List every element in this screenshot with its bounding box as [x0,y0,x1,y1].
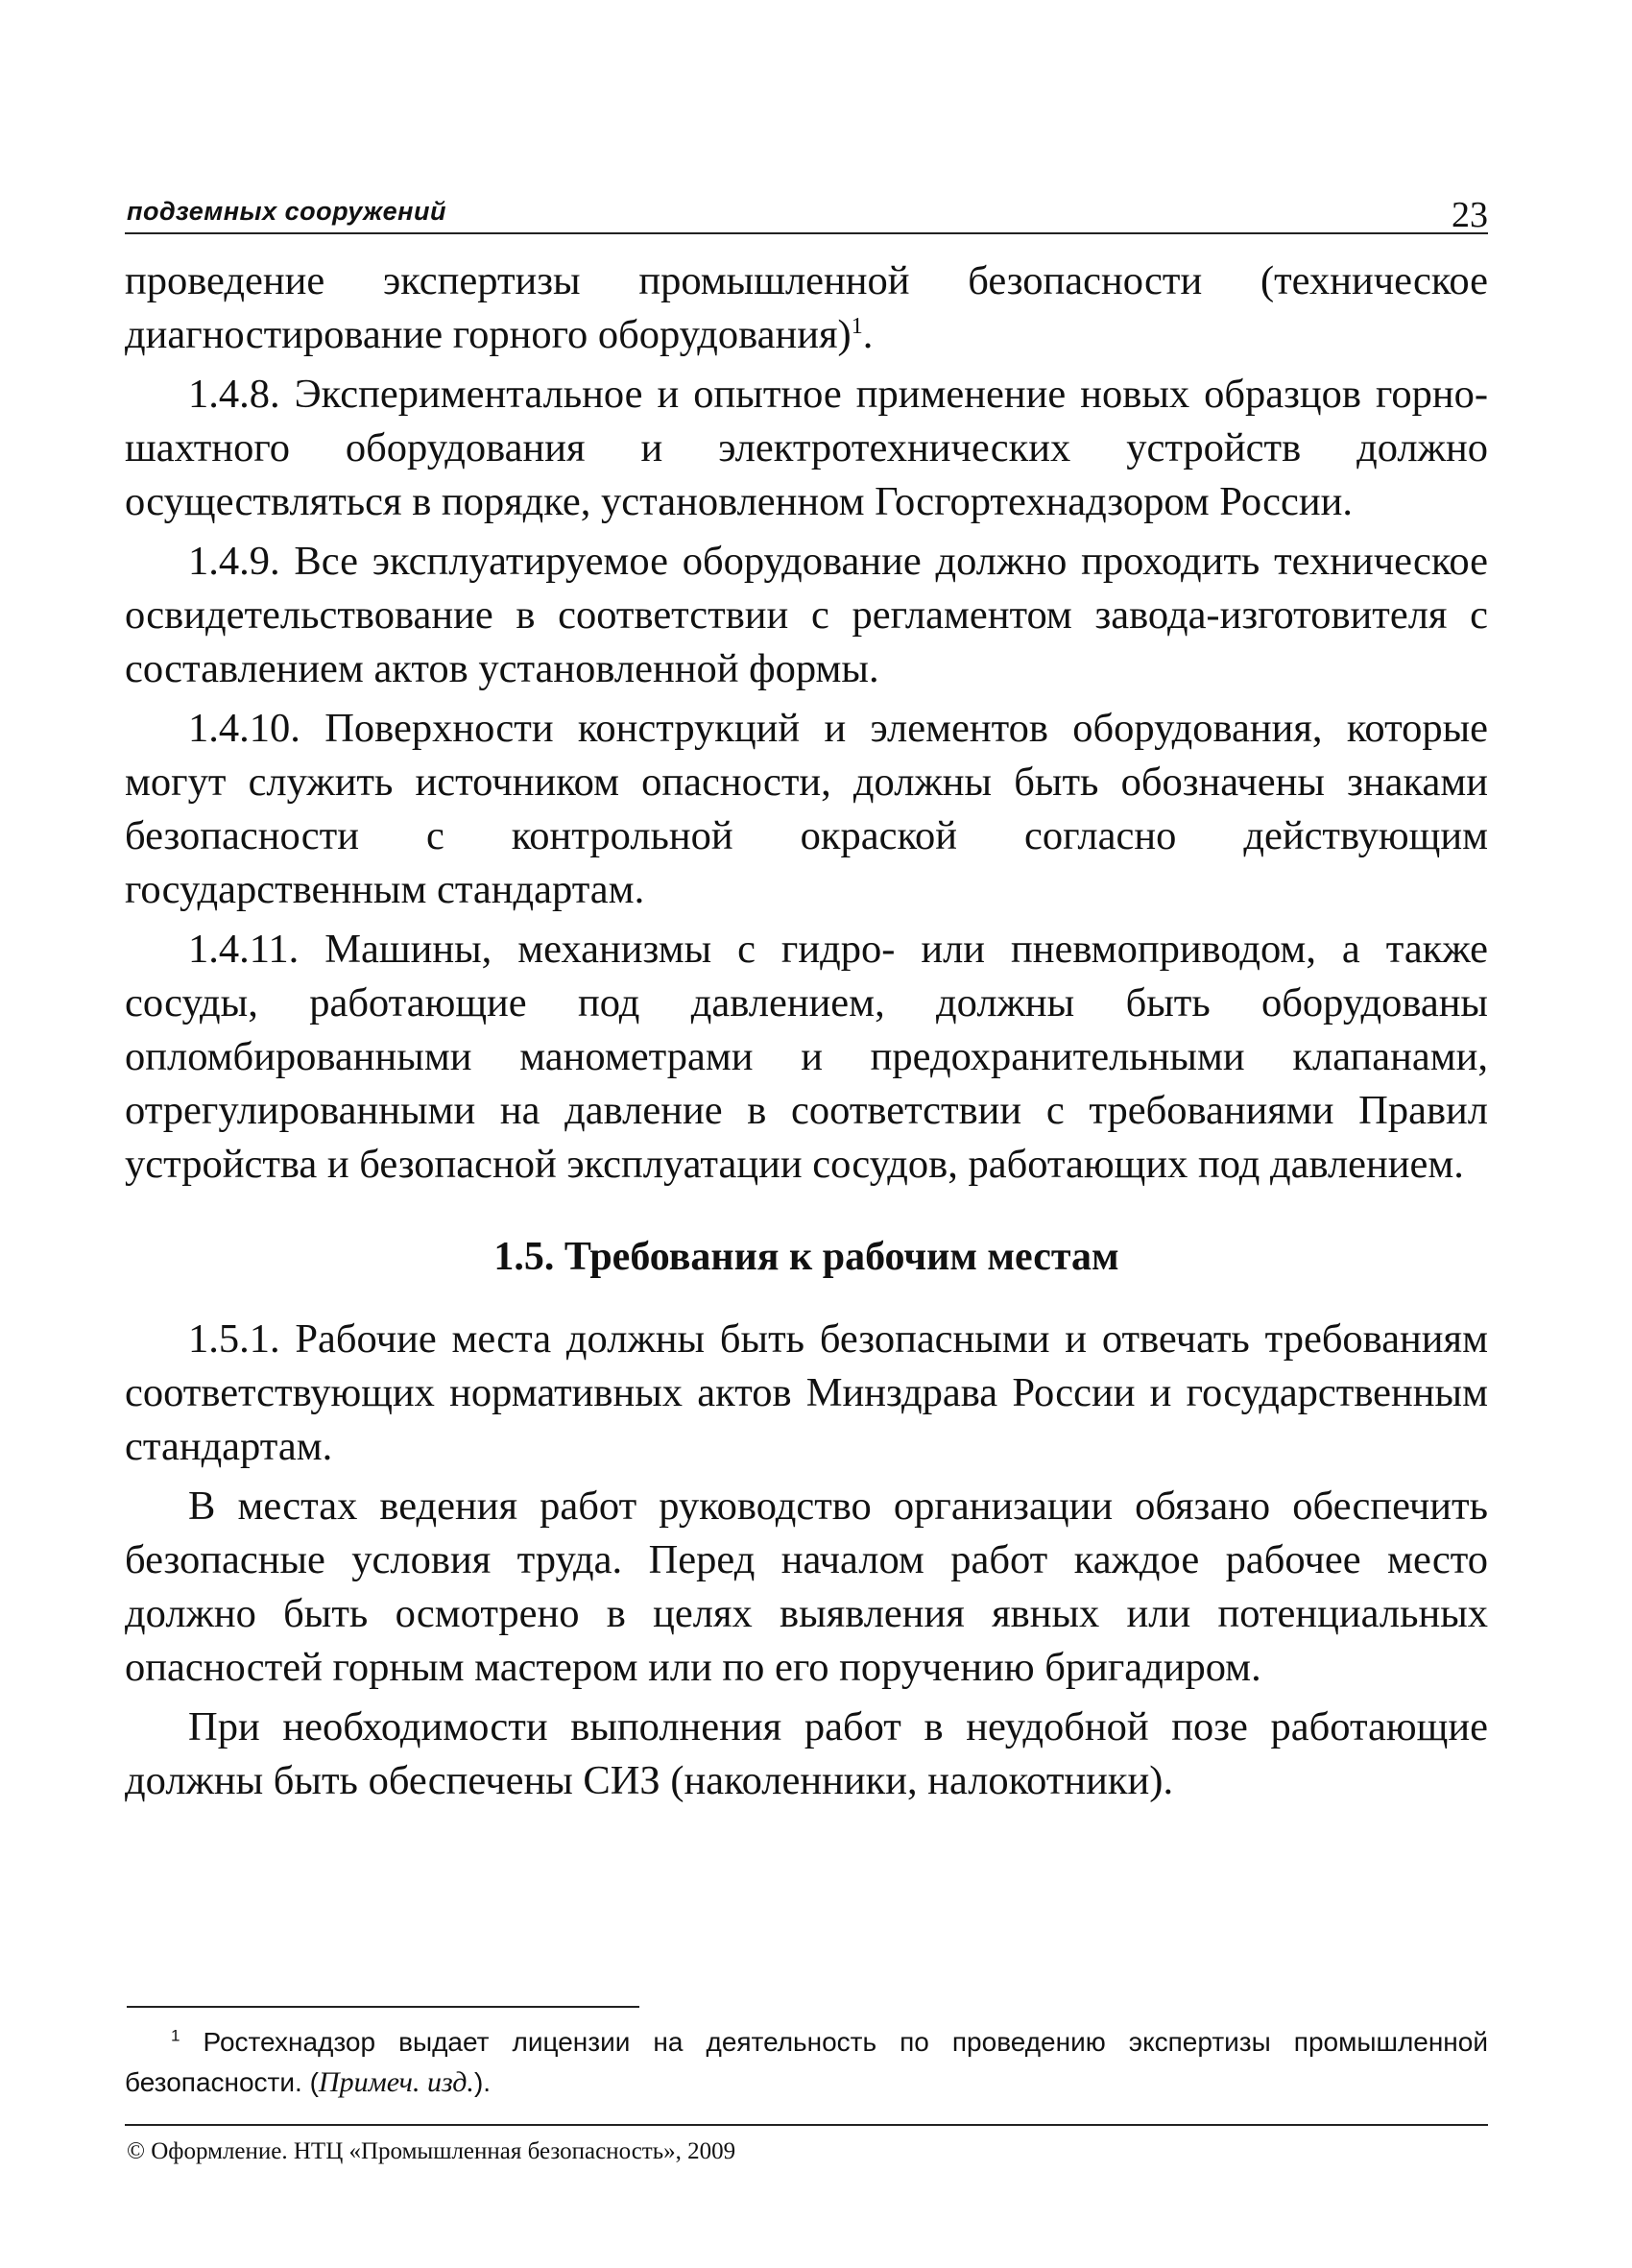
footnote-reference: 1 [851,313,863,339]
paragraph-1-5-1: 1.5.1. Рабочие места должны быть безопасными и отвечать требованиям соответствующих нормативных актов Минздрава России и государственным стандартам. [125,1316,1488,1469]
footnote-text: Ростехнадзор выдает лицензии на деятельность по проведению экспертизы промышленной безопасности. ( [125,2027,1488,2097]
footer-divider [125,2124,1488,2126]
footnote-marker: 1 [171,2026,180,2045]
footnote-end: ). [473,2067,492,2097]
section-heading: 1.5. Требования к рабочим местам [493,1235,1119,1279]
main-text [125,254,1488,1808]
footnote-divider [127,2006,639,2008]
paragraph-ppe: При необходимости выполнения работ в неудобной позе работающие должны быть обеспечены СИЗ (наколенники, налокотники). [125,1704,1488,1803]
paragraph-text: проведение экспертизы промышленной безопасности (техническое диагностирование горного оборудования) [125,258,1488,357]
paragraph-1-4-9: 1.4.9. Все эксплуатируемое оборудование должно проходить техническое освидетельствование в соответствии с регламентом завода-изготовителя с составлением актов установленной формы. [125,539,1488,691]
footnote-editor-note: Примеч. изд. [318,2066,474,2098]
copyright-footer: © Оформление. НТЦ «Промышленная безопасность», 2009 [127,2138,736,2164]
paragraph-1-4-10: 1.4.10. Поверхности конструкций и элементов оборудования, которые могут служить источником опасности, должны быть обозначены знаками безопасности с контрольной окраской согласно действующим государственным стандартам. [125,706,1488,912]
paragraph-continuation [125,254,1488,362]
page-header [125,182,1488,234]
paragraph-1-4-11: 1.4.11. Машины, механизмы с гидро- или пневмоприводом, а также сосуды, работающие под давлением, должны быть оборудованы опломбированными манометрами и предохранительными клапанами, отрегулированными на давление в соответствии с требованиями Правил устройства и безопасной эксплуатации сосудов, работающих под давлением. [125,927,1488,1187]
paragraph-1-4-8: 1.4.8. Экспериментальное и опытное применение новых образцов горно-шахтного оборудования и электротехнических устройств должно осуществляться в порядке, установленном Госгортехнадзором России. [125,372,1488,524]
paragraph-end: . [862,312,874,357]
paragraph-workplace-safety: В местах ведения работ руководство организации обязано обеспечить безопасные условия труда. Перед началом работ каждое рабочее место должно быть осмотрено в целях выявления явных или потенциальных опасностей горным мастером или по его поручению бригадиром. [125,1484,1488,1690]
running-title: подземных сооружений [127,197,446,226]
page-number: 23 [1452,195,1488,235]
footnote [125,2022,1488,2103]
